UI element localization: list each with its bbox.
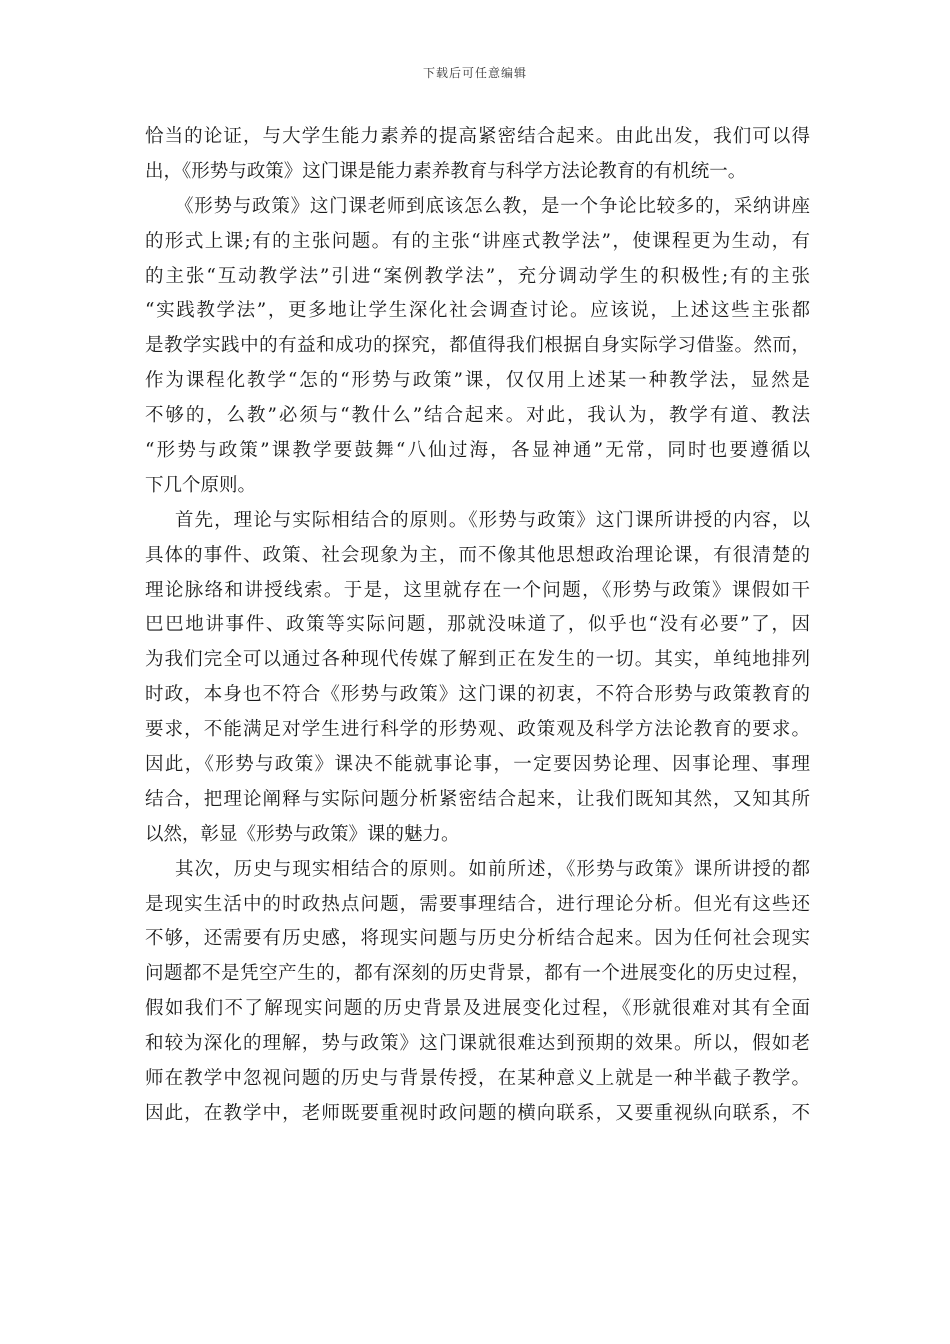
document-body	[145, 120, 810, 1132]
text-line: 假如我们不了解现实问题的历史背景及进展变化过程，《形就很难对其有全面	[145, 998, 810, 1020]
text-line: 是现实生活中的时政热点问题，需要事理结合，进行理论分析。但光有这些还	[145, 893, 810, 915]
text-line: 具体的事件、政策、社会现象为主，而不像其他思想政治理论课，有很清楚的	[145, 544, 810, 566]
text-line: 出，《形势与政策》这门课是能力素养教育与科学方法论教育的有机统一。	[145, 160, 747, 182]
text-line: 不够，还需要有历史感，将现实问题与历史分析结合起来。因为任何社会现实	[145, 928, 810, 950]
text-line: 问题都不是凭空产生的，都有深刻的历史背景，都有一个进展变化的历史过程，	[145, 963, 810, 985]
text-line: 下几个原则。	[145, 474, 257, 496]
text-line: 和较为深化的理解，势与政策》这门课就很难达到预期的效果。所以，假如老	[145, 1033, 810, 1055]
text-line: 巴巴地讲事件、政策等实际问题，那就没味道了，似乎也“没有必要”了，因	[145, 614, 810, 636]
text-line: 的形式上课;有的主张问题。有的主张“讲座式教学法”，使课程更为生动，有	[145, 230, 810, 252]
text-line: 为我们完全可以通过各种现代传媒了解到正在发生的一切。其实，单纯地排列	[145, 649, 810, 671]
text-line: 师在教学中忽视问题的历史与背景传授，在某种意义上就是一种半截子教学。	[145, 1068, 810, 1090]
text-line: “形势与政策”课教学要鼓舞“八仙过海，各显神通”无常，同时也要遵循以	[145, 440, 810, 462]
text-line: 《形势与政策》这门课老师到底该怎么教，是一个争论比较多的，采纳讲座	[175, 195, 810, 217]
text-line: 结合，把理论阐释与实际问题分析紧密结合起来，让我们既知其然，又知其所	[145, 788, 810, 810]
text-line: 作为课程化教学“怎的“形势与政策”课，仅仅用上述某一种教学法，显然是	[145, 370, 810, 392]
text-line: 理论脉络和讲授线索。于是，这里就存在一个问题，《形势与政策》课假如干	[145, 579, 810, 601]
text-line: 因此，《形势与政策》课决不能就事论事，一定要因势论理、因事论理、事理	[145, 754, 810, 776]
text-line: 的主张“互动教学法”引进“案例教学法”，充分调动学生的积极性;有的主张	[145, 265, 810, 287]
text-line: 其次，历史与现实相结合的原则。如前所述，《形势与政策》课所讲授的都	[175, 858, 810, 880]
text-line: “实践教学法”，更多地让学生深化社会调查讨论。应该说，上述这些主张都	[145, 300, 810, 322]
text-line: 不够的，么教”必须与“教什么”结合起来。对此，我认为，教学有道、教法	[145, 405, 810, 427]
text-line: 时政，本身也不符合《形势与政策》这门课的初衷，不符合形势与政策教育的	[145, 684, 810, 706]
text-line: 是教学实践中的有益和成功的探究，都值得我们根据自身实际学习借鉴。然而，	[145, 335, 810, 357]
text-line: 以然，彰显《形势与政策》课的魅力。	[145, 823, 460, 845]
page-header: 下载后可任意编辑	[422, 66, 527, 80]
text-line: 首先，理论与实际相结合的原则。《形势与政策》这门课所讲授的内容，以	[175, 509, 810, 531]
text-line: 因此，在教学中，老师既要重视时政问题的横向联系，又要重视纵向联系，不	[145, 1102, 810, 1124]
text-line: 恰当的论证，与大学生能力素养的提高紧密结合起来。由此出发，我们可以得	[145, 126, 810, 147]
text-line: 要求，不能满足对学生进行科学的形势观、政策观及科学方法论教育的要求。	[145, 719, 810, 741]
